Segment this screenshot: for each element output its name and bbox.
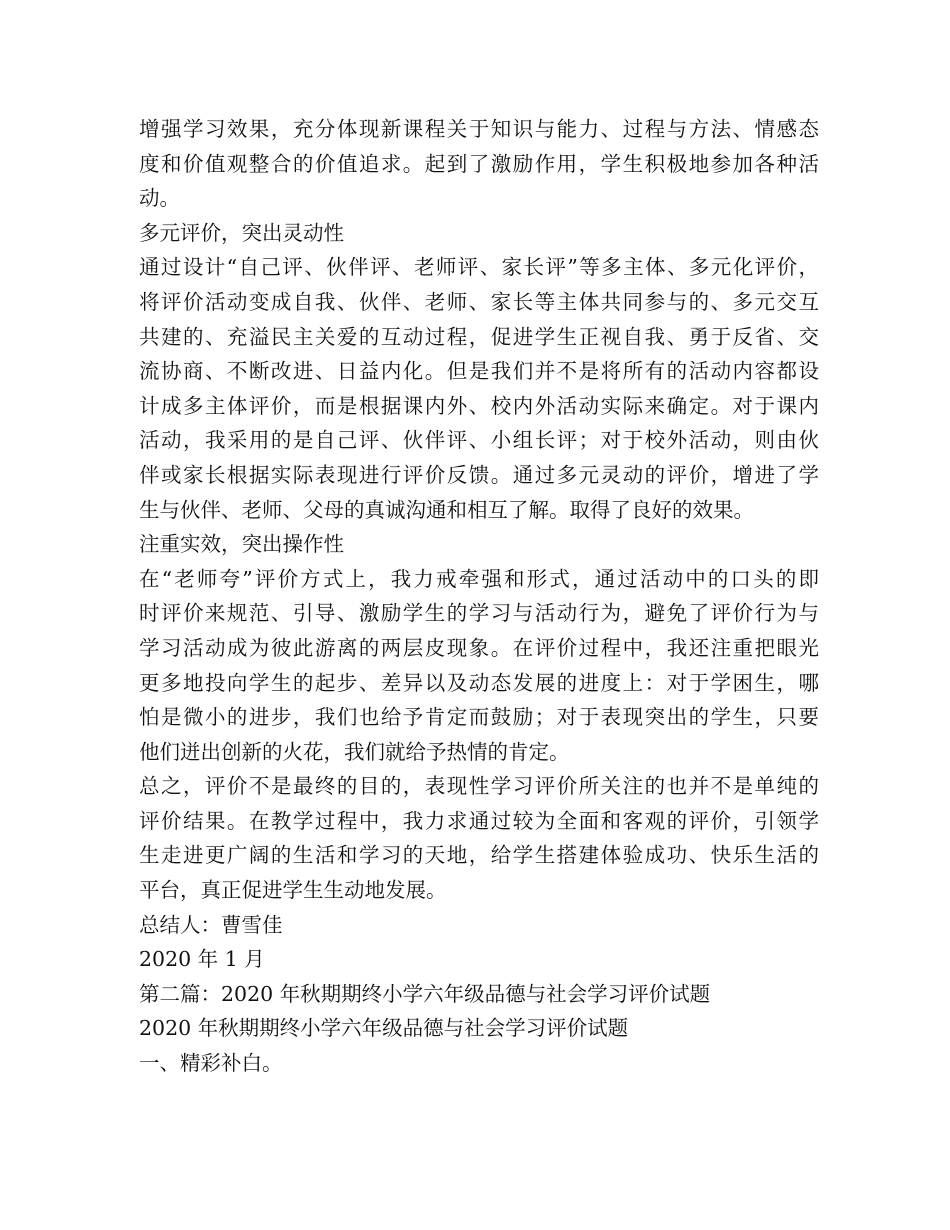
text-line: 怕是微小的进步，我们也给予肯定而鼓励；对于表现突出的学生，只要 [139,705,819,730]
text-line: 2020 年秋期期终小学六年级品德与社会学习评价试题 [139,1016,629,1041]
text-line: 生与伙伴、老师、父母的真诚沟通和相互了解。取得了良好的效果。 [139,497,754,522]
text-line: 2020 年 1 月 [139,947,265,972]
text-line: 共建的、充溢民主关爱的互动过程，促进学生正视自我、勇于反省、交 [139,324,819,349]
document-body [139,112,819,1081]
text-line: 动。 [139,186,180,211]
text-line: 流协商、不断改进、日益内化。但是我们并不是将所有的活动内容都设 [139,359,819,384]
text-line: 总之，评价不是最终的目的，表现性学习评价所关注的也并不是单纯的 [139,774,819,799]
text-line: 度和价值观整合的价值追求。起到了激励作用，学生积极地参加各种活 [139,151,819,176]
text-line: 平台，真正促进学生生动地发展。 [139,878,447,903]
text-line: 计成多主体评价，而是根据课内外、校内外活动实际来确定。对于课内 [139,393,819,418]
text-line: 总结人：曹雪佳 [139,912,283,937]
text-line: 一、精彩补白。 [139,1051,283,1076]
text-line: 更多地投向学生的起步、差异以及动态发展的进度上：对于学困生，哪 [139,670,819,695]
text-line: 学习活动成为彼此游离的两层皮现象。在评价过程中，我还注重把眼光 [139,635,819,660]
text-line: 通过设计“自己评、伙伴评、老师评、家长评”等多主体、多元化评价， [139,255,819,280]
text-line: 他们迸出创新的火花，我们就给予热情的肯定。 [139,739,570,764]
text-line: 生走进更广阔的生活和学习的天地，给学生搭建体验成功、快乐生活的 [139,843,819,868]
text-line: 在“老师夸”评价方式上，我力戒牵强和形式，通过活动中的口头的即 [139,566,819,591]
text-line: 将评价活动变成自我、伙伴、老师、家长等主体共同参与的、多元交互 [139,289,819,314]
text-line: 活动，我采用的是自己评、伙伴评、小组长评；对于校外活动，则由伙 [139,428,819,453]
text-line: 增强学习效果，充分体现新课程关于知识与能力、过程与方法、情感态 [139,117,819,141]
text-line: 第二篇：2020 年秋期期终小学六年级品德与社会学习评价试题 [139,981,711,1006]
text-line: 评价结果。在教学过程中，我力求通过较为全面和客观的评价，引领学 [139,808,819,833]
text-line: 多元评价，突出灵动性 [139,220,344,245]
text-line: 伴或家长根据实际表现进行评价反馈。通过多元灵动的评价，增进了学 [139,462,819,487]
text-line: 注重实效，突出操作性 [139,532,344,557]
text-line: 时评价来规范、引导、激励学生的学习与活动行为，避免了评价行为与 [139,601,819,626]
